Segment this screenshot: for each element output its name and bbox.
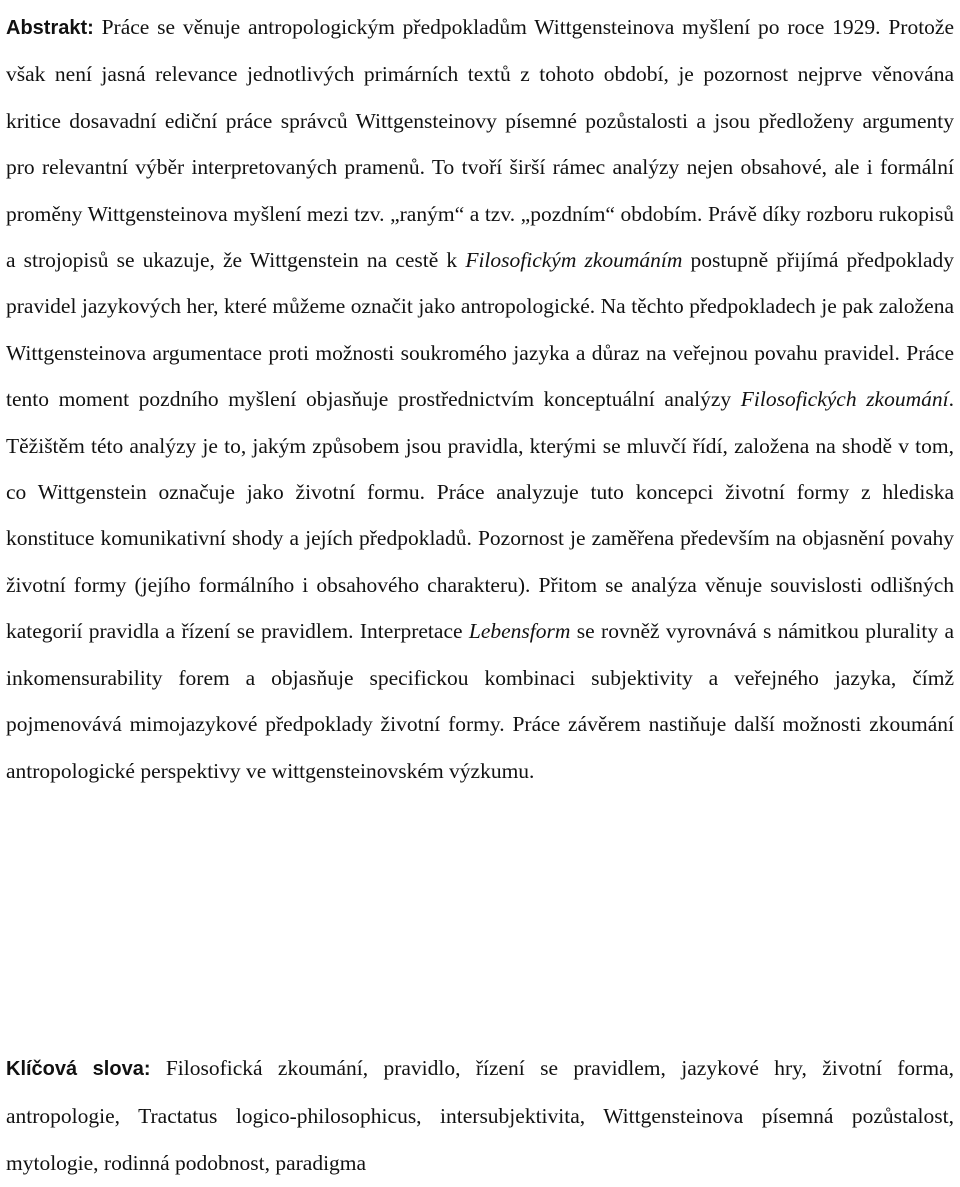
document-page bbox=[6, 0, 954, 1175]
abstract-text-part-3: . Těžištěm této analýzy je to, jakým způsobem jsou pravidla, kterými se mluvčí řídí, založena na shodě v tom, co Wittgenstein označuje jako životní formu. Práce analyzuje tuto koncepci životní formy z hlediska konstituce komunikativní shody a jejích předpokladů. Pozornost je zaměřena především na objasnění povahy životní formy (jejího formálního i obsahového charakteru). Přitom se analýza věnuje souvislosti odlišných kategorií pravidla a řízení se pravidlem. Interpretace bbox=[6, 387, 954, 644]
abstract-text-part-4: se rovněž vyrovnává s námitkou plurality a inkomensurability forem a objasňuje specifickou kombinaci subjektivity a veřejného jazyka, čímž pojmenovává mimojazykové předpoklady životní formy. Práce závěrem nastiňuje další možnosti zkoumání antropologické perspektivy ve wittgensteinovském výzkumu. bbox=[6, 619, 954, 783]
keywords-text: Filosofická zkoumání, pravidlo, řízení se pravidlem, jazykové hry, životní forma, antropologie, Tractatus logico-philosophicus, intersubjektivita, Wittgensteinova písemná pozůstalost, mytologie, rodinná podobnost, paradigma bbox=[6, 1056, 954, 1175]
abstract-paragraph bbox=[6, 0, 954, 794]
abstract-italic-title-1: Filosofickým zkoumáním bbox=[465, 248, 683, 273]
abstract-text-part-1: Práce se věnuje antropologickým předpokladům Wittgensteinova myšlení po roce 1929. Protože však není jasná relevance jednotlivých primárních textů z tohoto období, je pozornost nejprve věnována kritice dosavadní ediční práce správců Wittgensteinovy písemné pozůstalosti a jsou předloženy argumenty pro relevantní výběr interpretovaných pramenů. To tvoří širší rámec analýzy nejen obsahové, ale i formální proměny Wittgensteinova myšlení mezi tzv. „raným“ a tzv. „pozdním“ obdobím. Právě díky rozboru rukopisů a strojopisů se ukazuje, že Wittgenstein na cestě k bbox=[6, 15, 954, 273]
abstract-italic-title-2: Filosofických zkoumání bbox=[740, 387, 949, 412]
abstract-label: Abstrakt: bbox=[6, 17, 94, 39]
keywords-label: Klíčová slova: bbox=[6, 1058, 151, 1080]
keywords-paragraph bbox=[6, 1045, 954, 1187]
abstract-text-part-2: postupně přijímá předpoklady pravidel jazykových her, které můžeme označit jako antropologické. Na těchto předpokladech je pak založena Wittgensteinova argumentace proti možnosti soukromého jazyka a důraz na veřejnou povahu pravidel. Práce tento moment pozdního myšlení objasňuje prostřednictvím konceptuální analýzy bbox=[6, 248, 954, 412]
abstract-italic-term: Lebensform bbox=[468, 619, 571, 644]
